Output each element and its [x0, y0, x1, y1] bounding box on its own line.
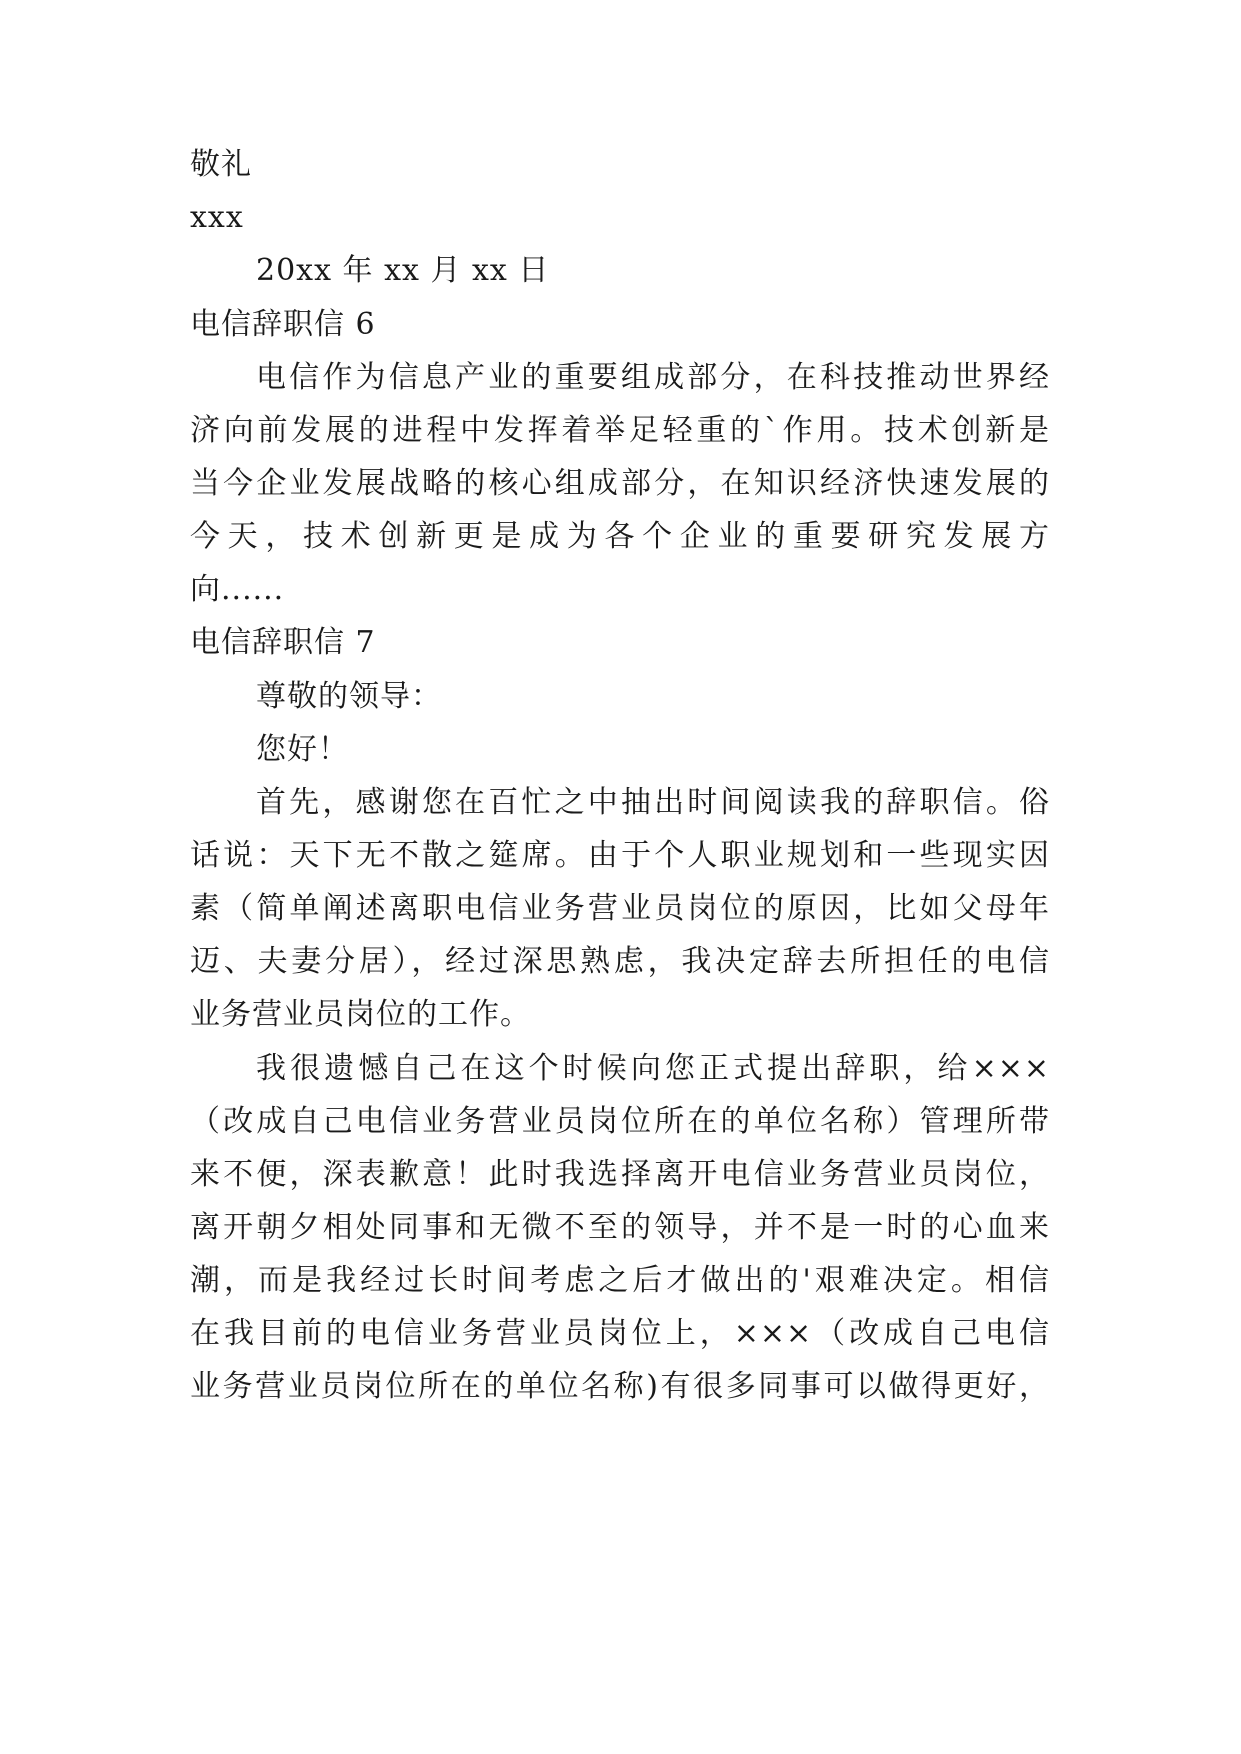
letter6-line: 济向前发展的进程中发挥着举足轻重的`作用。技术创新是 — [190, 413, 1050, 448]
letter6-heading: 电信辞职信 6 — [190, 307, 376, 342]
letter7-heading: 电信辞职信 7 — [190, 625, 376, 660]
closing-salutation: 敬礼 — [190, 147, 252, 182]
closing-name: xxx — [190, 200, 244, 235]
letter7-para2-line: 离开朝夕相处同事和无微不至的领导，并不是一时的心血来 — [190, 1210, 1050, 1245]
letter7-para2-line: 潮，而是我经过长时间考虑之后才做出的'艰难决定。相信 — [190, 1263, 1050, 1298]
letter7-para2-line: 在我目前的电信业务营业员岗位上，×××（改成自己电信 — [190, 1316, 1050, 1351]
letter7-para2-line: 业务营业员岗位所在的单位名称)有很多同事可以做得更好， — [190, 1369, 1050, 1404]
letter7-para1-line: 首先，感谢您在百忙之中抽出时间阅读我的辞职信。俗 — [256, 785, 1050, 820]
letter7-para2-line: 来不便，深表歉意！此时我选择离开电信业务营业员岗位， — [190, 1157, 1050, 1192]
letter7-para2-line: （改成自己电信业务营业员岗位所在的单位名称）管理所带 — [190, 1104, 1050, 1139]
letter7-greeting: 尊敬的领导： — [256, 679, 442, 714]
letter7-para1-line: 素（简单阐述离职电信业务营业员岗位的原因，比如父母年 — [190, 891, 1050, 926]
letter6-line: 当今企业发展战略的核心组成部分，在知识经济快速发展的 — [190, 466, 1050, 501]
closing-date: 20xx 年 xx 月 xx 日 — [256, 253, 550, 288]
letter7-para1-line: 话说：天下无不散之筵席。由于个人职业规划和一些现实因 — [190, 838, 1050, 873]
letter7-para2-line: 我很遗憾自己在这个时候向您正式提出辞职，给××× — [256, 1051, 1050, 1086]
letter7-para1-line: 业务营业员岗位的工作。 — [190, 997, 531, 1032]
letter7-para1-line: 迈、夫妻分居），经过深思熟虑，我决定辞去所担任的电信 — [190, 944, 1050, 979]
letter7-hello: 您好！ — [256, 732, 349, 767]
letter6-line: 今天，技术创新更是成为各个企业的重要研究发展方 — [190, 519, 1050, 554]
letter6-line: 向...... — [190, 572, 285, 607]
letter6-line: 电信作为信息产业的重要组成部分，在科技推动世界经 — [256, 360, 1050, 395]
